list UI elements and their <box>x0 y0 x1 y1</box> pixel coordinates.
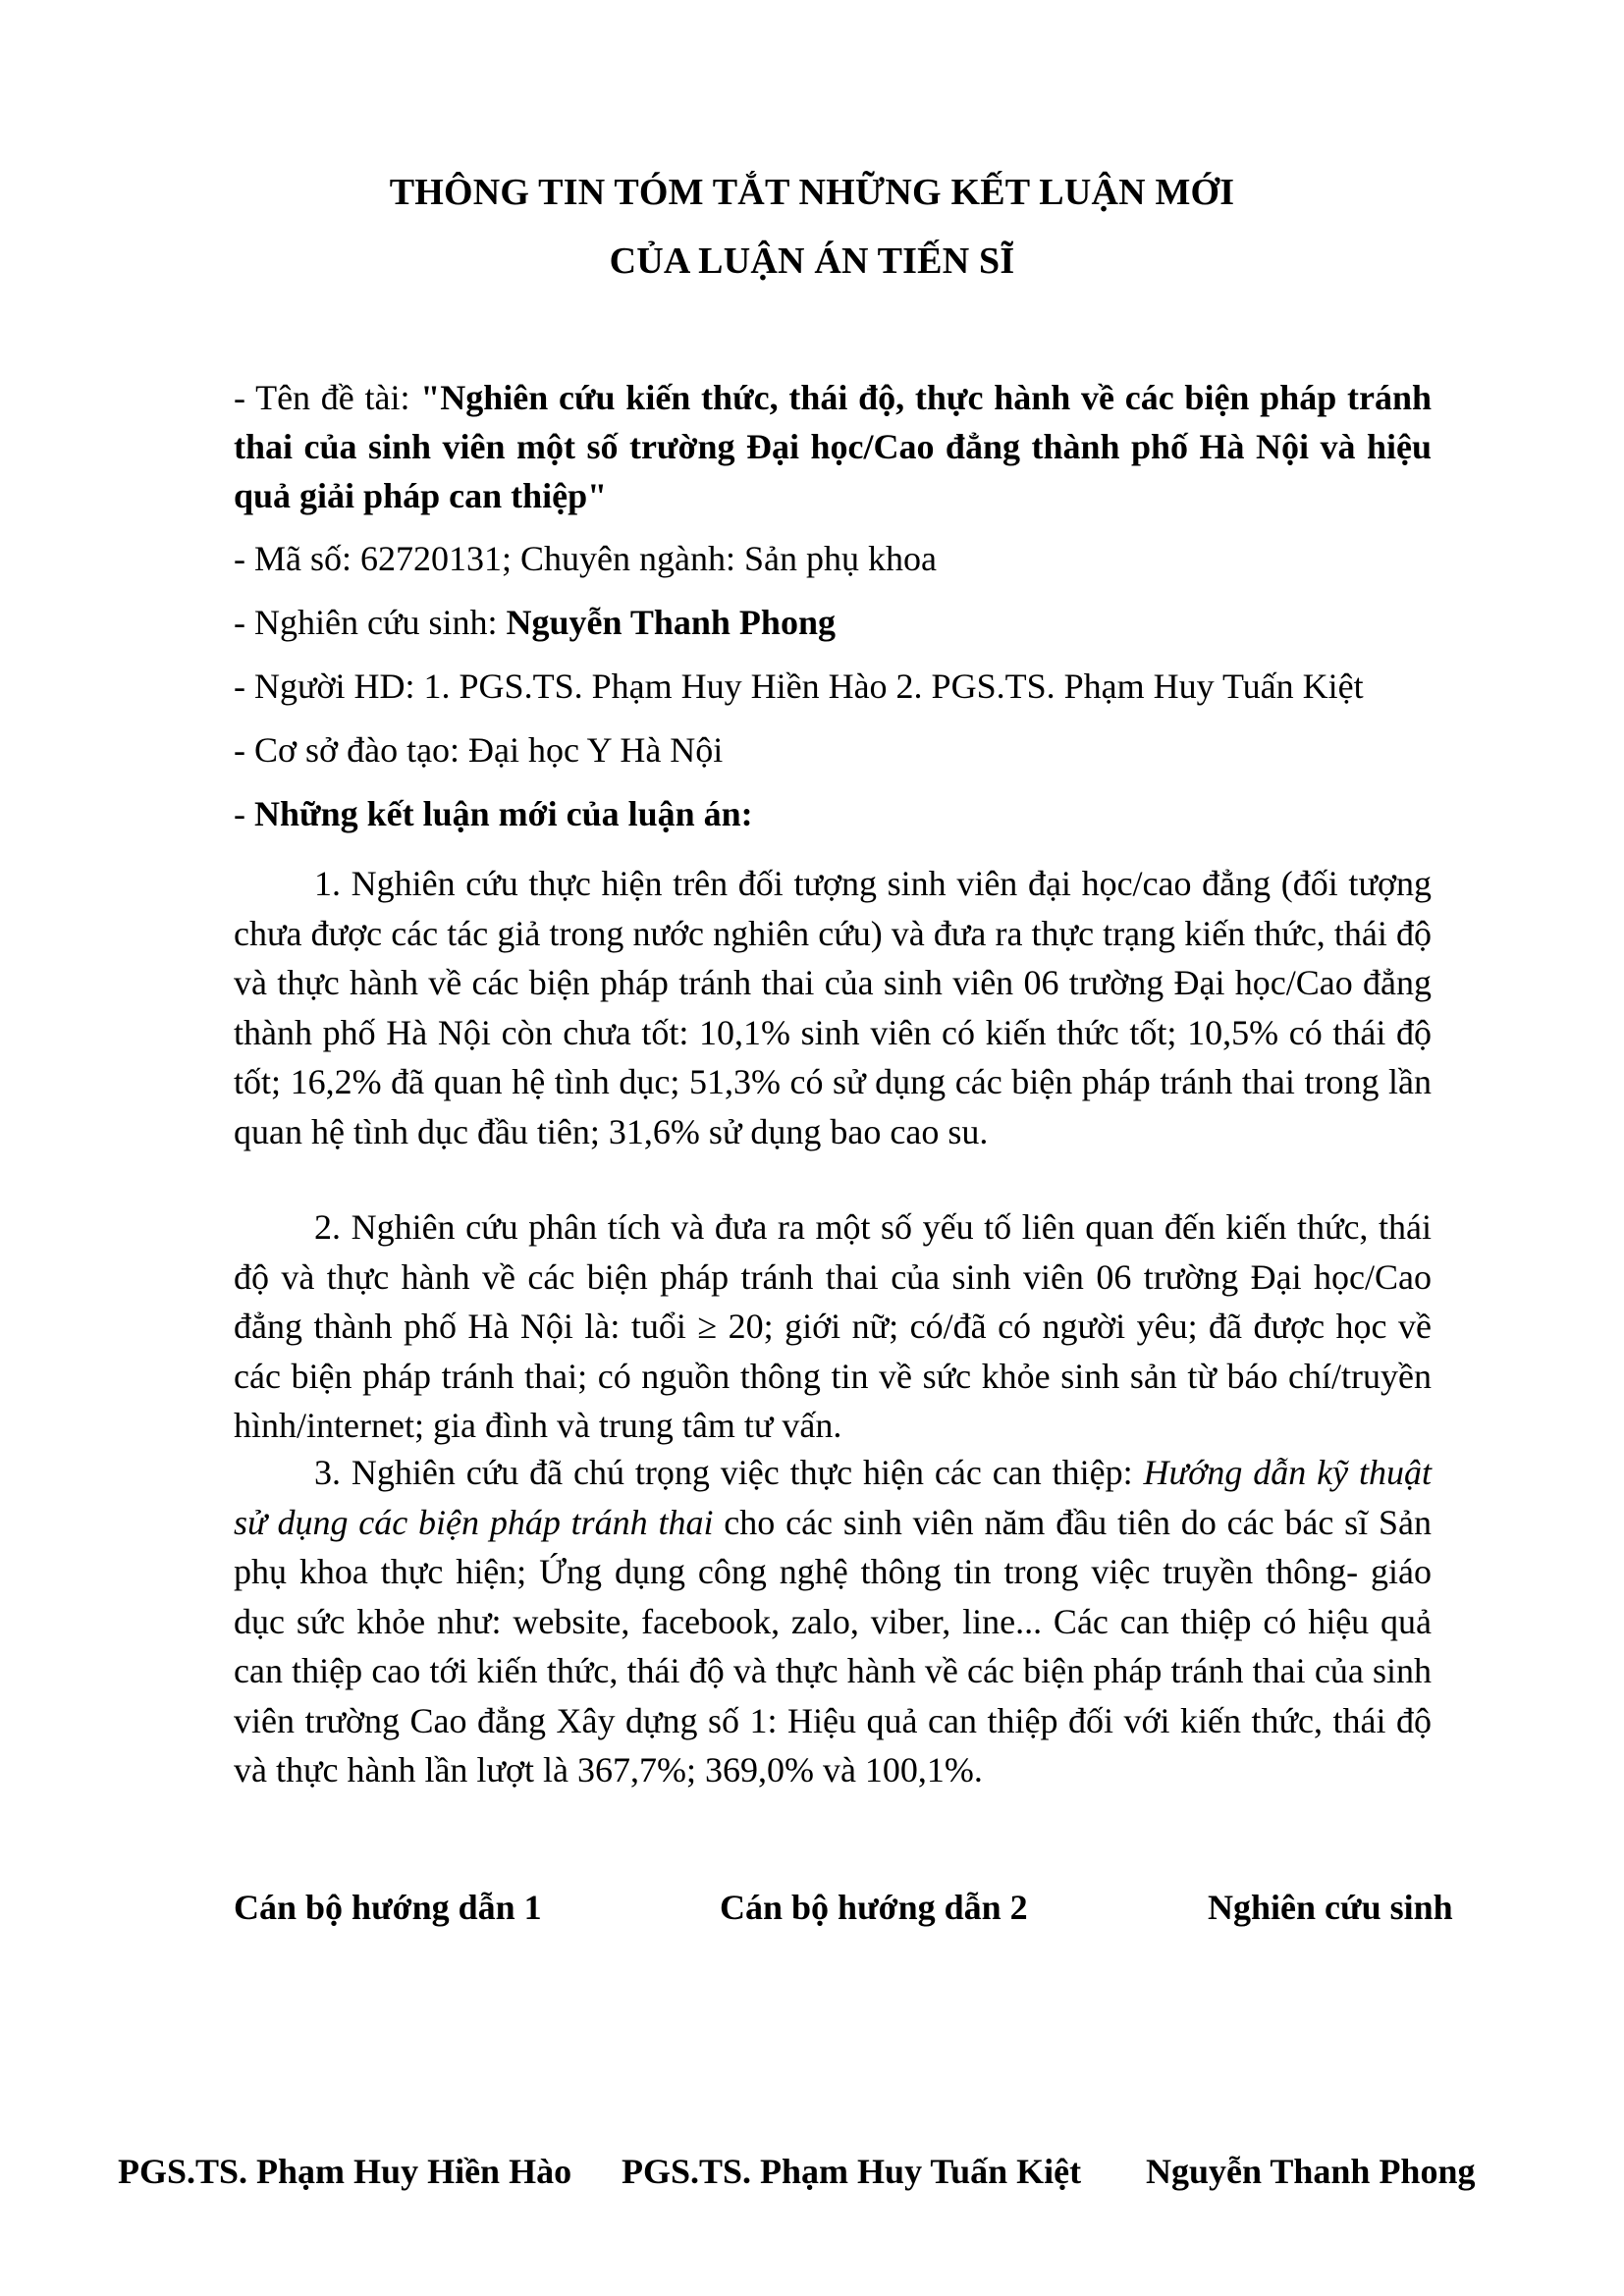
conclusions-heading-prefix: - <box>234 794 254 833</box>
conclusions-heading <box>234 790 1432 837</box>
researcher-name: Nguyễn Thanh Phong <box>506 603 836 642</box>
conclusion-3-rest: cho các sinh viên năm đầu tiên do các bác sĩ Sản phụ khoa thực hiện; Ứng dụng công nghệ thông tin trong việc truyền thông- giáo dục sức khỏe như: website, facebook, zalo, viber, line... Các can thiệp có hiệu quả can thiệp cao tới kiến thức, thái độ và thực hành về các biện pháp tránh thai của sinh viên trường Cao đẳng Xây dựng số 1: Hiệu quả can thiệp đối với kiến thức, thái độ và thực hành lần lượt là 367,7%; 369,0% và 100,1%. <box>234 1502 1432 1789</box>
page-title-line-1: THÔNG TIN TÓM TẮT NHỮNG KẾT LUẬN MỚI <box>389 172 1235 213</box>
conclusion-2: 2. Nghiên cứu phân tích và đưa ra một số yếu tố liên quan đến kiến thức, thái độ và thực hành về các biện pháp tránh thai của sinh viên 06 trường Đại học/Cao đẳng thành phố Hà Nội là: tuổi ≥ 20; giới nữ; có/đã có người yêu; đã được học về các biện pháp tránh thai; có nguồn thông tin về sức khỏe sinh sản từ báo chí/truyền hình/internet; gia đình và trung tâm tư vấn. <box>234 1207 1432 1445</box>
signature-name-researcher: Nguyễn Thanh Phong <box>1146 2152 1476 2191</box>
signature-role-supervisor-2: Cán bộ hướng dẫn 2 <box>720 1888 1028 1927</box>
conclusion-3 <box>234 1448 1432 1795</box>
code-specialty-line: - Mã số: 62720131; Chuyên ngành: Sản phụ khoa <box>234 539 937 578</box>
researcher-field <box>234 599 1432 646</box>
conclusions-heading-text: Những kết luận mới của luận án: <box>254 794 753 833</box>
signature-role-researcher: Nghiên cứu sinh <box>1208 1888 1453 1927</box>
signature-name-supervisor-2: PGS.TS. Phạm Huy Tuấn Kiệt <box>622 2152 1082 2191</box>
conclusion-3-start: 3. Nghiên cứu đã chú trọng việc thực hiện các can thiệp: <box>314 1453 1144 1492</box>
conclusion-3-italic: Hướng dẫn kỹ thuật sử dụng các biện pháp tránh thai <box>234 1453 1432 1542</box>
conclusion-1: 1. Nghiên cứu thực hiện trên đối tượng sinh viên đại học/cao đẳng (đối tượng chưa được các tác giả trong nước nghiên cứu) và đưa ra thực trạng kiến thức, thái độ và thực hành về các biện pháp tránh thai của sinh viên 06 trường Đại học/Cao đẳng thành phố Hà Nội còn chưa tốt: 10,1% sinh viên có kiến thức tốt; 10,5% có thái độ tốt; 16,2% đã quan hệ tình dục; 51,3% có sử dụng các biện pháp tránh thai trong lần quan hệ tình dục đầu tiên; 31,6% sử dụng bao cao su. <box>234 864 1432 1151</box>
topic-field <box>234 373 1432 520</box>
signature-role-supervisor-1: Cán bộ hướng dẫn 1 <box>234 1888 542 1927</box>
topic-label: - Tên đề tài: <box>234 378 421 417</box>
supervisors-line: - Người HD: 1. PGS.TS. Phạm Huy Hiền Hào 2. PGS.TS. Phạm Huy Tuấn Kiệt <box>234 667 1364 706</box>
researcher-label: - Nghiên cứu sinh: <box>234 603 507 642</box>
page-title-line-2: CỦA LUẬN ÁN TIẾN SĨ <box>609 240 1015 282</box>
signature-name-supervisor-1: PGS.TS. Phạm Huy Hiền Hào <box>118 2152 572 2191</box>
institution-line: - Cơ sở đào tạo: Đại học Y Hà Nội <box>234 730 724 770</box>
topic-value: "Nghiên cứu kiến thức, thái độ, thực hành về các biện pháp tránh thai của sinh viên một số trường Đại học/Cao đẳng thành phố Hà Nội và hiệu quả giải pháp can thiệp" <box>234 378 1432 515</box>
